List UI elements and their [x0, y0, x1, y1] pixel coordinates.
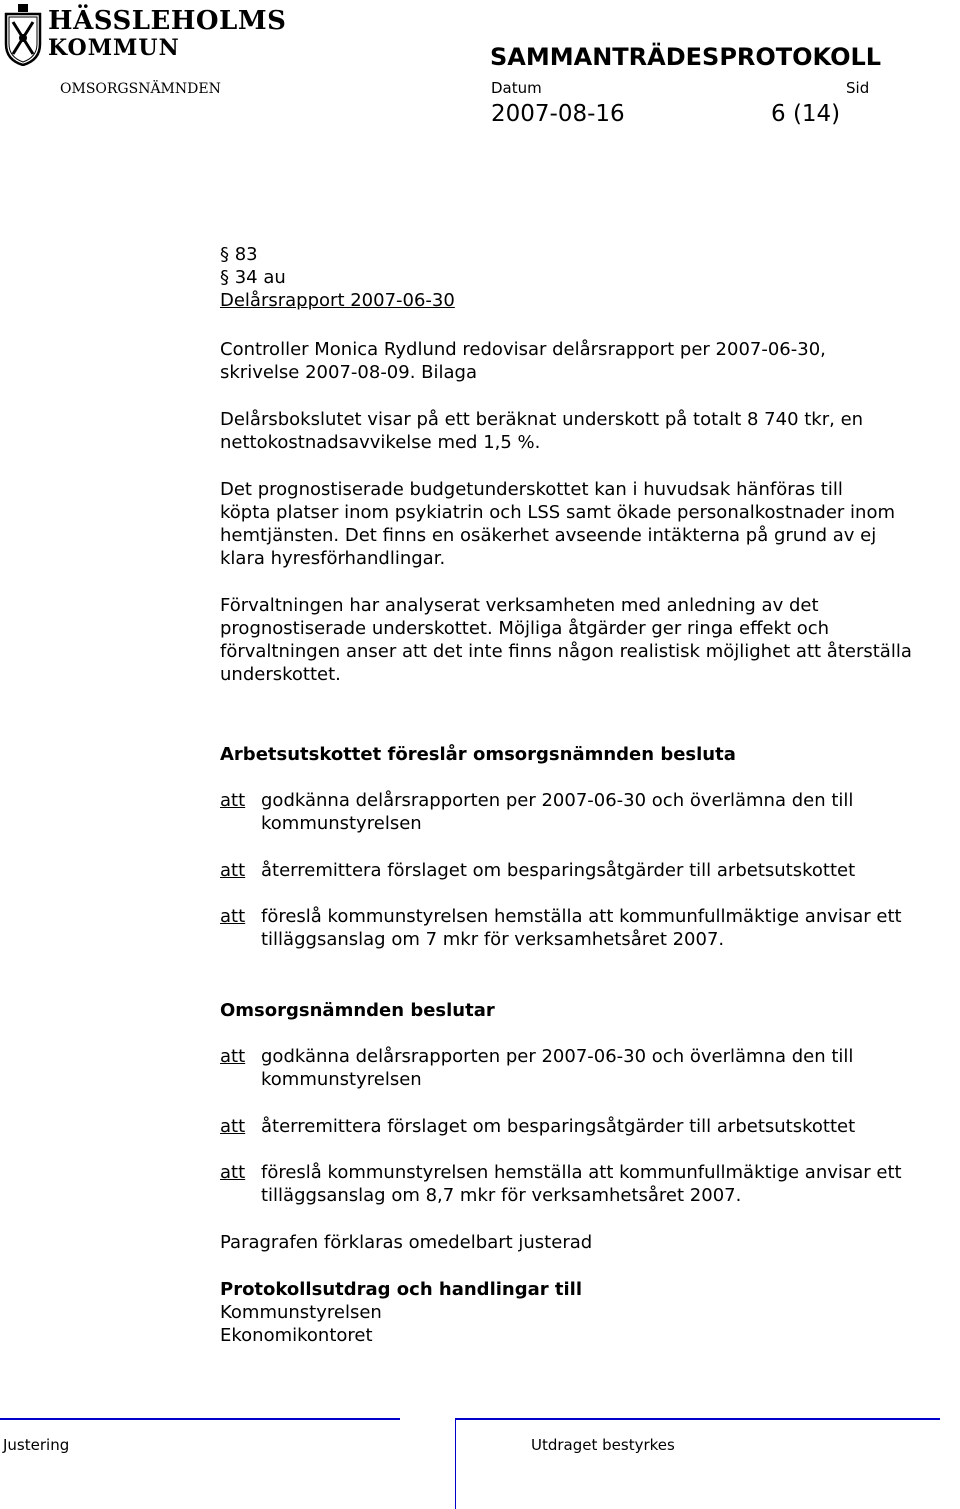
body-text: köpta platser inom psykiatrin och LSS samt ökade personalkostnader inom — [220, 502, 896, 523]
body-text: Delårsbokslutet visar på ett beräknat underskott på totalt 8 740 tkr, en — [220, 409, 864, 430]
att-marker: att — [220, 790, 246, 811]
att-marker: att — [220, 860, 246, 881]
proposal-item: återremittera förslaget om besparingsåtgärder till arbetsutskottet — [261, 860, 856, 881]
proposal-item: tilläggsanslag om 7 mkr för verksamhetsåret 2007. — [261, 929, 725, 950]
att-marker: att — [220, 1116, 246, 1137]
au-proposal-heading: Arbetsutskottet föreslår omsorgsnämnden besluta — [220, 744, 736, 765]
section-title: Delårsrapport 2007-06-30 — [220, 290, 455, 311]
recipient: Kommunstyrelsen — [220, 1302, 382, 1323]
recipient: Ekonomikontoret — [220, 1325, 373, 1346]
body-text: nettokostnadsavvikelse med 1,5 %. — [220, 432, 541, 453]
decision-item: återremittera förslaget om besparingsåtgärder till arbetsutskottet — [261, 1116, 856, 1137]
justering-label: Justering — [3, 1436, 70, 1454]
body-text: Controller Monica Rydlund redovisar delårsrapport per 2007-06-30, — [220, 339, 826, 360]
footer-divider — [0, 1418, 400, 1420]
att-marker: att — [220, 1162, 246, 1183]
utdrag-label: Utdraget bestyrkes — [531, 1436, 675, 1454]
meeting-date: 2007-08-16 — [491, 101, 625, 127]
distribution-heading: Protokollsutdrag och handlingar till — [220, 1279, 583, 1300]
page-label: Sid — [846, 79, 870, 97]
org-name-line1: HÄSSLEHOLMS — [48, 6, 287, 36]
body-text: hemtjänsten. Det finns en osäkerhet avseende intäkterna på grund av ej — [220, 525, 877, 546]
body-text: förvaltningen anser att det inte finns någon realistisk möjlighet att återställa — [220, 641, 912, 662]
proposal-item: föreslå kommunstyrelsen hemställa att kommunfullmäktige anvisar ett — [261, 906, 902, 927]
municipality-crest-logo — [4, 4, 42, 66]
date-label: Datum — [491, 79, 542, 97]
department-name: OMSORGSNÄMNDEN — [60, 81, 221, 97]
body-text: klara hyresförhandlingar. — [220, 548, 446, 569]
document-title: SAMMANTRÄDESPROTOKOLL — [490, 43, 882, 71]
decision-heading: Omsorgsnämnden beslutar — [220, 1000, 495, 1021]
att-marker: att — [220, 1046, 246, 1067]
proposal-item: kommunstyrelsen — [261, 813, 422, 834]
footer-column-divider — [455, 1420, 456, 1509]
footer-divider — [455, 1418, 940, 1420]
decision-item: föreslå kommunstyrelsen hemställa att kommunfullmäktige anvisar ett — [261, 1162, 902, 1183]
decision-item: tilläggsanslag om 8,7 mkr för verksamhetsåret 2007. — [261, 1185, 742, 1206]
body-text: skrivelse 2007-08-09. Bilaga — [220, 362, 477, 383]
decision-item: godkänna delårsrapporten per 2007-06-30 och överlämna den till — [261, 1046, 854, 1067]
decision-item: kommunstyrelsen — [261, 1069, 422, 1090]
page-number: 6 (14) — [771, 101, 841, 127]
paragraph-number: § 83 — [220, 244, 258, 265]
body-text: underskottet. — [220, 664, 341, 685]
au-paragraph-number: § 34 au — [220, 267, 286, 288]
org-name-line2: KOMMUN — [48, 35, 180, 61]
att-marker: att — [220, 906, 246, 927]
body-text: prognostiserade underskottet. Möjliga åtgärder ger ringa effekt och — [220, 618, 830, 639]
body-text: Det prognostiserade budgetunderskottet kan i huvudsak hänföras till — [220, 479, 843, 500]
immediate-adjustment-note: Paragrafen förklaras omedelbart justerad — [220, 1232, 593, 1253]
body-text: Förvaltningen har analyserat verksamheten med anledning av det — [220, 595, 819, 616]
proposal-item: godkänna delårsrapporten per 2007-06-30 och överlämna den till — [261, 790, 854, 811]
